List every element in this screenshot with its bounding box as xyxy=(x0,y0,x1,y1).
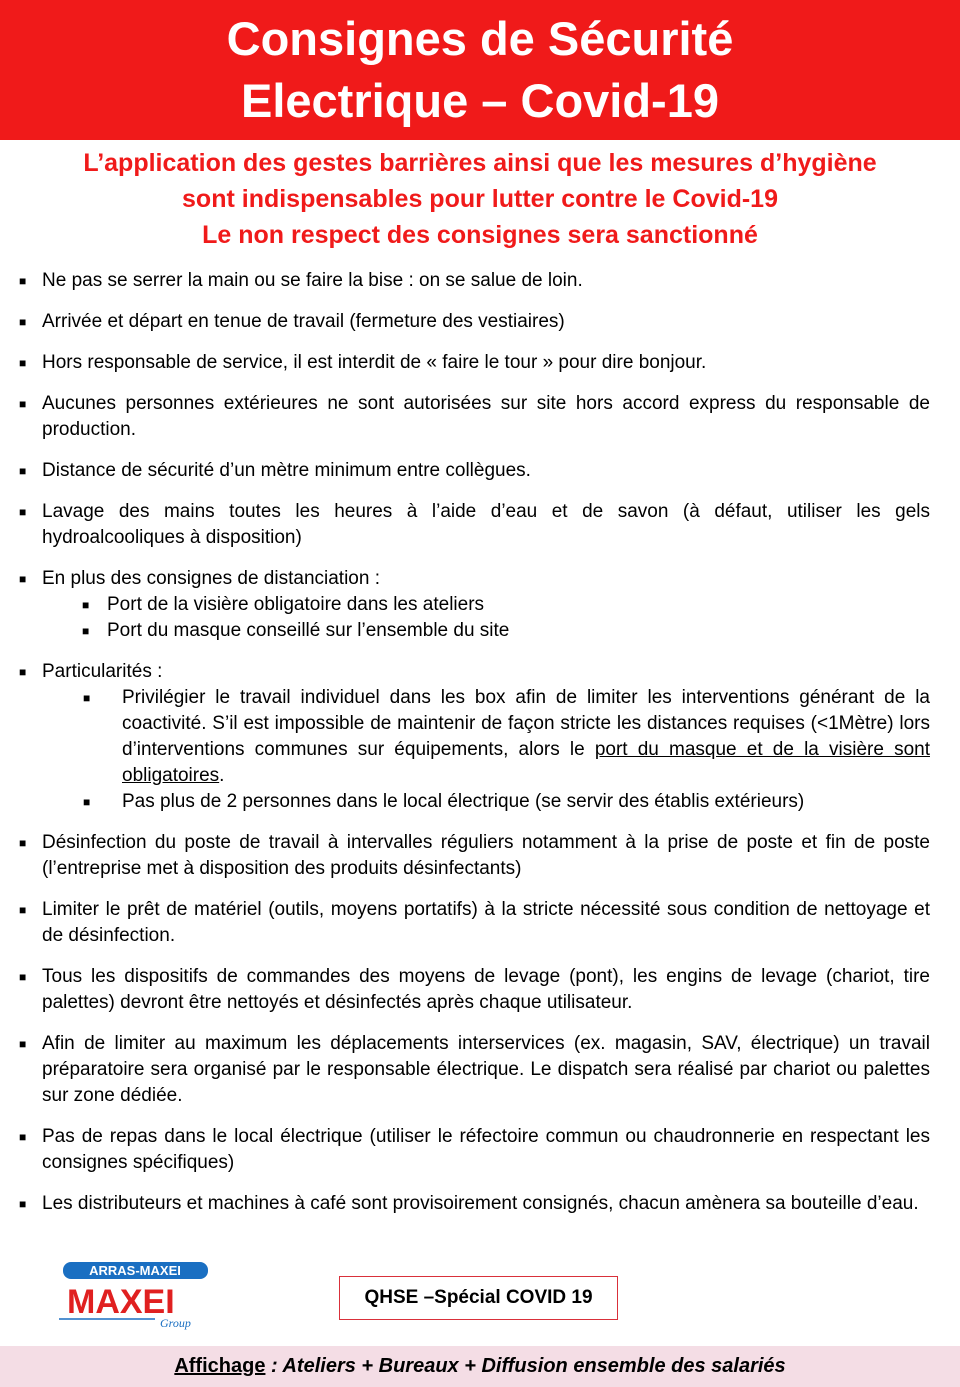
instructions-list xyxy=(0,268,960,1232)
square-bullet-icon: ■ xyxy=(19,505,27,519)
footer-label: Affichage xyxy=(174,1355,266,1377)
sublist-item: ■ Port de la visière obligatoire dans les ateliers xyxy=(42,592,930,618)
square-bullet-icon: ■ xyxy=(19,1197,27,1211)
page-title-line2: Electrique – Covid-19 xyxy=(241,74,719,127)
square-bullet-icon: ■ xyxy=(83,691,91,705)
title-banner xyxy=(0,0,960,140)
subtitle-line1: L’application des gestes barrières ainsi que les mesures d’hygiène xyxy=(83,149,877,177)
sublist-item: ■ Pas plus de 2 personnes dans le local électrique (se servir des établis extérieurs) xyxy=(42,789,930,815)
list-item-distanciation: ■ En plus des consignes de distanciation : ■ Port de la visière obligatoire dans les ateliers ■ Port du masque conseillé sur l’ensemble du site xyxy=(0,566,960,644)
square-bullet-icon: ■ xyxy=(19,970,27,984)
square-bullet-icon: ■ xyxy=(19,572,27,586)
list-item: ■ Lavage des mains toutes les heures à l’aide d’eau et de savon (à défaut, utiliser les gels hydroalcooliques à disposition) xyxy=(19,501,930,548)
particularites-sublist xyxy=(42,685,930,815)
list-item: ■ Tous les dispositifs de commandes des moyens de levage (pont), les engins de levage (chariot, tire palettes) devront être nettoyés et désinfectés après chaque utilisateur. xyxy=(19,966,930,1013)
page-title-line1: Consignes de Sécurité xyxy=(226,12,734,65)
qhse-label: QHSE –Spécial COVID 19 xyxy=(339,1276,618,1320)
subtitle-line2: sont indispensables pour lutter contre le Covid-19 xyxy=(182,185,778,213)
list-item: ■ Distance de sécurité d’un mètre minimum entre collègues. xyxy=(0,458,960,484)
footer-text: : Ateliers + Bureaux + Diffusion ensemble des salariés xyxy=(265,1355,786,1377)
list-item: ■ Arrivée et départ en tenue de travail (fermeture des vestiaires) xyxy=(0,309,960,335)
square-bullet-icon: ■ xyxy=(19,836,27,850)
footer-banner xyxy=(0,1346,960,1387)
subtitle xyxy=(0,145,960,253)
square-bullet-icon: ■ xyxy=(19,1037,27,1051)
logo-group-text: Group xyxy=(160,1316,191,1330)
square-bullet-icon: ■ xyxy=(83,795,91,809)
list-item: ■ Pas de repas dans le local électrique (utiliser le réfectoire commun ou chaudronnerie en respectant les consignes spécifiques) xyxy=(19,1126,930,1173)
list-item: ■ Désinfection du poste de travail à intervalles réguliers notamment à la prise de poste et fin de poste (l’entreprise met à disposition des produits désinfectants) xyxy=(19,832,930,879)
square-bullet-icon: ■ xyxy=(82,624,90,638)
list-item: ■ Aucunes personnes extérieures ne sont autorisées sur site hors accord express du responsable de production. xyxy=(19,393,930,440)
square-bullet-icon: ■ xyxy=(19,315,27,329)
square-bullet-icon: ■ xyxy=(82,598,90,612)
square-bullet-icon: ■ xyxy=(19,665,27,679)
square-bullet-icon: ■ xyxy=(19,903,27,917)
logo-main-text: MAXEI xyxy=(67,1283,175,1321)
square-bullet-icon: ■ xyxy=(19,397,27,411)
list-item-particularites: ■ Particularités : ■ Privilégier le travail individuel dans les box afin de limiter les interventions générant de la coactivité. S’il est impossible de maintenir de façon stricte les distances requises (<1Mètre) lors d’interventions communes sur équipements, alors le port du masque et de la visière sont obligatoires. ■ Pas plus de 2 personnes dans le local électrique (se servir des établis extérieurs) xyxy=(0,659,960,815)
list-item: ■ Afin de limiter au maximum les déplacements interservices (ex. magasin, SAV, électrique) un travail préparatoire sera organisé par le responsable électrique. Le dispatch sera réalisé par chariot ou palettes sur zone dédiée. xyxy=(19,1033,930,1106)
list-item: ■ Hors responsable de service, il est interdit de « faire le tour » pour dire bonjour. xyxy=(0,350,960,376)
list-item: ■ Les distributeurs et machines à café sont provisoirement consignés, chacun amènera sa bouteille d’eau. xyxy=(0,1191,960,1217)
maxei-logo xyxy=(55,1262,210,1332)
square-bullet-icon: ■ xyxy=(19,464,27,478)
sublist-item: ■ Privilégier le travail individuel dans les box afin de limiter les interventions générant de la coactivité. S’il est impossible de maintenir de façon stricte les distances requises (<1Mètre) lors d’interventions communes sur équipements, alors le port du masque et de la visière sont obligatoires. xyxy=(83,687,930,786)
underlined-requirement: port du masque et de la visière sont obligatoires xyxy=(122,739,930,786)
square-bullet-icon: ■ xyxy=(19,274,27,288)
list-item: ■ Limiter le prêt de matériel (outils, moyens portatifs) à la stricte nécessité sous condition de nettoyage et de désinfection. xyxy=(19,899,930,946)
subtitle-line3: Le non respect des consignes sera sanctionné xyxy=(202,221,758,249)
square-bullet-icon: ■ xyxy=(19,1130,27,1144)
sublist-item: ■ Port du masque conseillé sur l’ensemble du site xyxy=(42,618,930,644)
logo-top-text: ARRAS-MAXEI xyxy=(89,1263,181,1278)
distanciation-sublist xyxy=(42,592,930,644)
list-item: ■ Ne pas se serrer la main ou se faire la bise : on se salue de loin. xyxy=(0,268,960,294)
square-bullet-icon: ■ xyxy=(19,356,27,370)
